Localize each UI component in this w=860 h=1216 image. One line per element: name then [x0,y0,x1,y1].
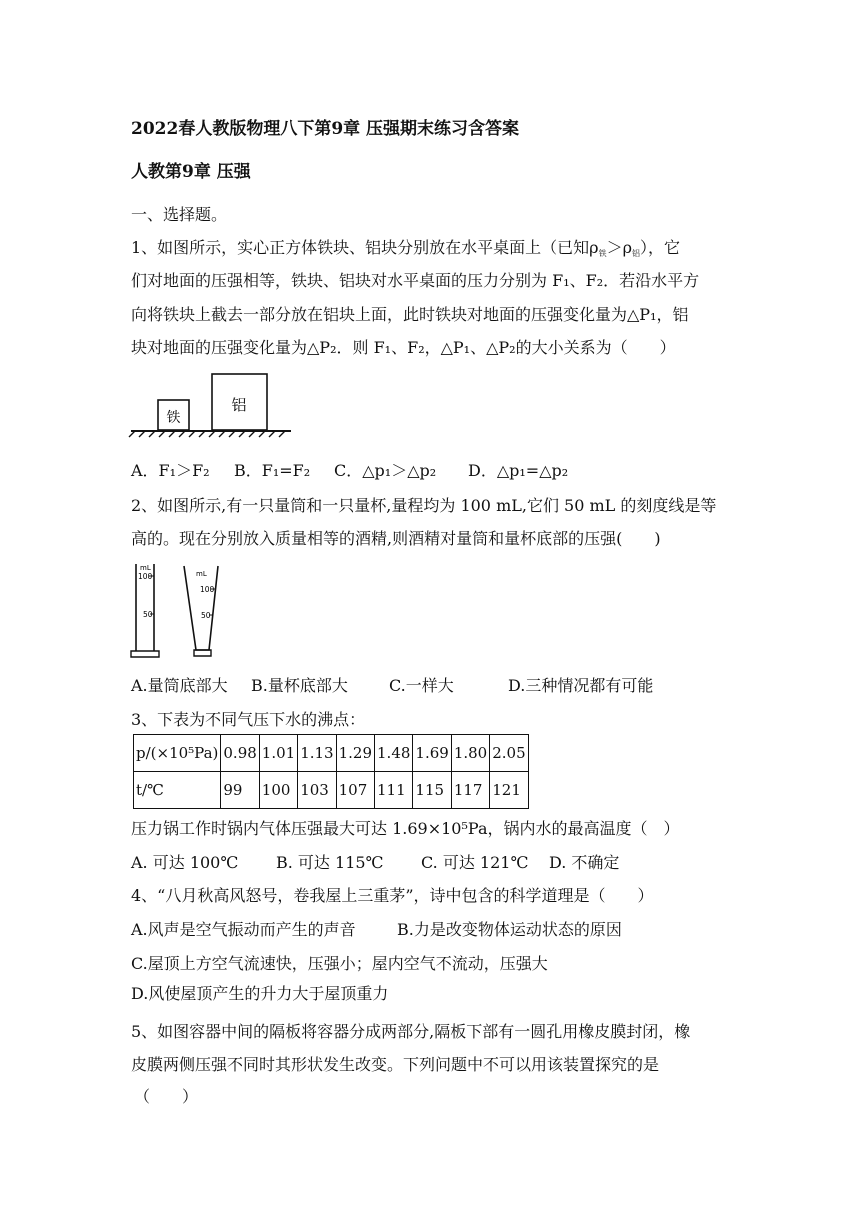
q4-option-b: B.力是改变物体运动状态的原因 [397,920,622,939]
q2-line-2: 高的。现在分别放入质量相等的酒精,则酒精对量筒和量杯底部的压强( ) [131,529,661,548]
measuring-cup [184,566,218,650]
table-cell: 103 [298,772,336,809]
q1-sub-tie: 铁 [598,249,607,258]
table-cell: 111 [375,772,413,809]
q1-text-a: 1、如图所示，实心正方体铁块、铝块分别放在水平桌面上（已知ρ [131,238,599,257]
q1-line-4: 块对地面的压强变化量为△P₂．则 F₁、F₂，△P₁、△P₂的大小关系为（ ） [131,338,676,357]
q2-option-c: C.一样大 [389,676,454,695]
table-cell: 2.05 [490,735,528,772]
table-cell: 0.98 [221,735,259,772]
q3-option-a: A. 可达 100℃ [131,853,239,872]
table-cell: 1.01 [259,735,297,772]
q1-line-1 [131,238,680,264]
table-cell: 100 [259,772,297,809]
cylinder-mark-100: 100 [138,572,153,581]
q2-option-d: D.三种情况都有可能 [508,676,654,695]
q1-option-d: D．△p₁=△p₂ [468,461,569,480]
row-label-pressure: p/(×10⁵Pa) [134,735,221,772]
cup-base [194,650,211,656]
q5-line-2: 皮膜两侧压强不同时其形状发生改变。下列问题中不可以用该装置探究的是 [131,1055,660,1074]
table-cell: 1.13 [298,735,336,772]
table-cell: 121 [490,772,528,809]
q3-stem: 压力锅工作时锅内气体压强最大可达 1.69×10⁵Pa，锅内水的最高温度（ ） [131,819,680,838]
q1-option-c: C．△p₁＞△p₂ [334,461,437,480]
boiling-point-table [133,734,529,809]
cup-mark-50: 50 [201,611,211,620]
q1-text-b: ＞ρ [606,238,633,257]
q2-option-b: B.量杯底部大 [251,676,348,695]
q4-option-c: C.屋顶上方空气流速快，压强小；屋内空气不流动，压强大 [131,954,548,973]
doc-title: 2022春人教版物理八下第9章 压强期末练习含答案 [131,119,520,139]
table-cell: 1.48 [375,735,413,772]
table-cell: 99 [221,772,259,809]
row-label-temperature: t/℃ [134,772,221,809]
q2-line-1: 2、如图所示,有一只量筒和一只量杯,量程均为 100 mL,它们 50 mL 的刻度线是等 [131,496,717,515]
q2-figure [128,558,228,662]
q4-option-a: A.风声是空气振动而产生的声音 [131,920,356,939]
cylinder-mark-50: 50 [143,610,153,619]
table-cell: 117 [451,772,489,809]
section-heading: 一、选择题。 [131,205,228,224]
table-cell: 1.80 [451,735,489,772]
table-row [134,735,529,772]
q3-option-b: B. 可达 115℃ [276,853,384,872]
q4-option-d: D.风使屋顶产生的升力大于屋顶重力 [131,984,389,1003]
table-row [134,772,529,809]
q5-line-3: （ ） [134,1087,199,1106]
iron-block-label: 铁 [166,410,181,426]
q1-option-a: A．F₁＞F₂ [131,461,210,480]
table-cell: 1.29 [336,735,374,772]
q3-option-d: D. 不确定 [549,853,620,872]
q1-text-c: ），它 [640,238,681,257]
q1-line-2: 们对地面的压强相等，铁块、铝块对水平桌面的压力分别为 F₁、F₂．若沿水平方 [131,271,700,290]
cylinder-unit: mL [140,564,151,572]
cylinder-base [131,651,159,657]
chapter-heading: 人教第9章 压强 [131,162,251,182]
q1-option-b: B．F₁=F₂ [234,461,311,480]
q5-line-1: 5、如图容器中间的隔板将容器分成两部分,隔板下部有一圆孔用橡皮膜封闭，橡 [131,1022,691,1041]
q1-figure [125,370,295,442]
table-cell: 107 [336,772,374,809]
q3-option-c: C. 可达 121℃ [421,853,529,872]
table-cell: 1.69 [413,735,451,772]
q4-stem: 4、“八月秋高风怒号，卷我屋上三重茅”，诗中包含的科学道理是（ ） [131,886,654,905]
aluminum-block-label: 铝 [231,396,247,414]
q1-sub-lv: 铝 [632,249,641,258]
table-cell: 115 [413,772,451,809]
cup-unit: mL [196,570,207,578]
q2-option-a: A.量筒底部大 [131,676,228,695]
q3-intro: 3、下表为不同气压下水的沸点： [131,710,366,729]
q1-line-3: 向将铁块上截去一部分放在铝块上面，此时铁块对地面的压强变化量为△P₁，铝 [131,305,689,324]
cup-mark-100: 100 [200,585,215,594]
